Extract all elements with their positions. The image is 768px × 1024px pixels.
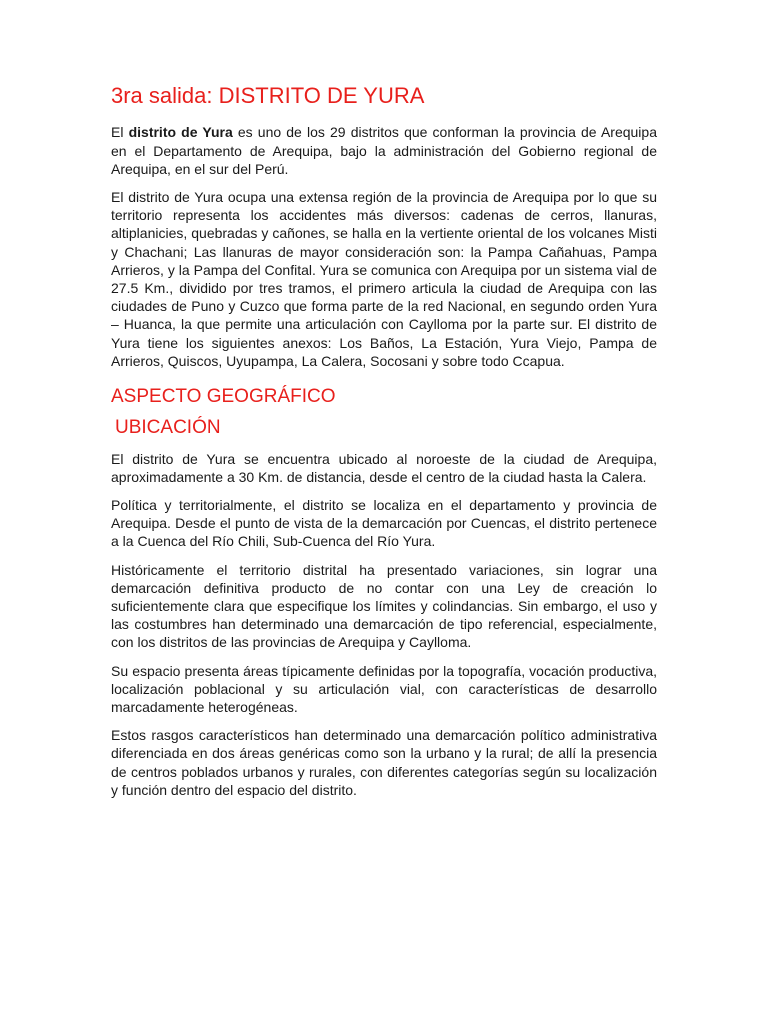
intro-paragraph [111, 123, 657, 178]
paragraph-ubicacion-4: Su espacio presenta áreas típicamente definidas por la topografía, vocación productiva, localización poblacional y su articulación vial, con características de desarrollo marcadamente heterogéneas. [111, 662, 657, 716]
paragraph-ubicacion-2: Política y territorialmente, el distrito se localiza en el departamento y provincia de Arequipa. Desde el punto de vista de la demarcación por Cuencas, el distrito pertenece a la Cuenca del Río Chili, Sub-Cuenca del Río Yura. [111, 497, 657, 550]
document-page [111, 83, 657, 809]
section-heading-ubicacion: UBICACIÓN [115, 416, 221, 438]
intro-prefix: El [111, 124, 129, 141]
paragraph-ubicacion-3: Históricamente el territorio distrital ha presentado variaciones, sin lograr una demarcación definitiva producto de no contar con una Ley de creación lo suficientemente clara que especifique los límites y colindancias. Sin embargo, el uso y las costumbres han determinado una demarcación de tipo referencial, especialmente, con los distritos de las provincias de Arequipa y Caylloma. [111, 561, 657, 651]
paragraph-ubicacion-1: El distrito de Yura se encuentra ubicado al noroeste de la ciudad de Arequipa, aproximadamente a 30 Km. de distancia, desde el centro de la ciudad hasta la Calera. [111, 450, 657, 485]
intro-bold-term: distrito de Yura [128, 124, 233, 141]
section-heading-geografico: ASPECTO GEOGRÁFICO [111, 386, 336, 408]
intro-rest: es uno de los 29 distritos que conforman la provincia de Arequipa en el Departamento de Arequipa, bajo la administración del Gobierno regional de Arequipa, en el sur del Perú. [111, 124, 657, 177]
paragraph-district-description: El distrito de Yura ocupa una extensa región de la provincia de Arequipa por lo que su territorio representa los accidentes más diversos: cadenas de cerros, llanuras, altiplanicies, quebradas y cañones, se halla en la vertiente oriental de los volcanes Misti y Chachani; Las llanuras de mayor consideración son: la Pampa Cañahuas, Pampa Arrieros, y la Pampa del Confital. Yura se comunica con Arequipa por un sistema vial de 27.5 Km., dividido por tres tramos, el primero articula la ciudad de Arequipa con las ciudades de Puno y Cuzco que forma parte de la red Nacional, en segundo orden Yura – Huanca, la que permite una articulación con Caylloma por la parte sur. El distrito de Yura tiene los siguientes anexos: Los Baños, La Estación, Yura Viejo, Pampa de Arrieros, Quiscos, Uyupampa, La Calera, Socosani y sobre todo Ccapua. [111, 189, 657, 369]
paragraph-ubicacion-5: Estos rasgos característicos han determinado una demarcación político administrativa diferenciada en dos áreas genéricas como son la urbano y la rural; de allí la presencia de centros poblados urbanos y rurales, con diferentes categorías según su localización y función dentro del espacio del distrito. [111, 727, 657, 798]
page-title: 3ra salida: DISTRITO DE YURA [111, 83, 425, 108]
